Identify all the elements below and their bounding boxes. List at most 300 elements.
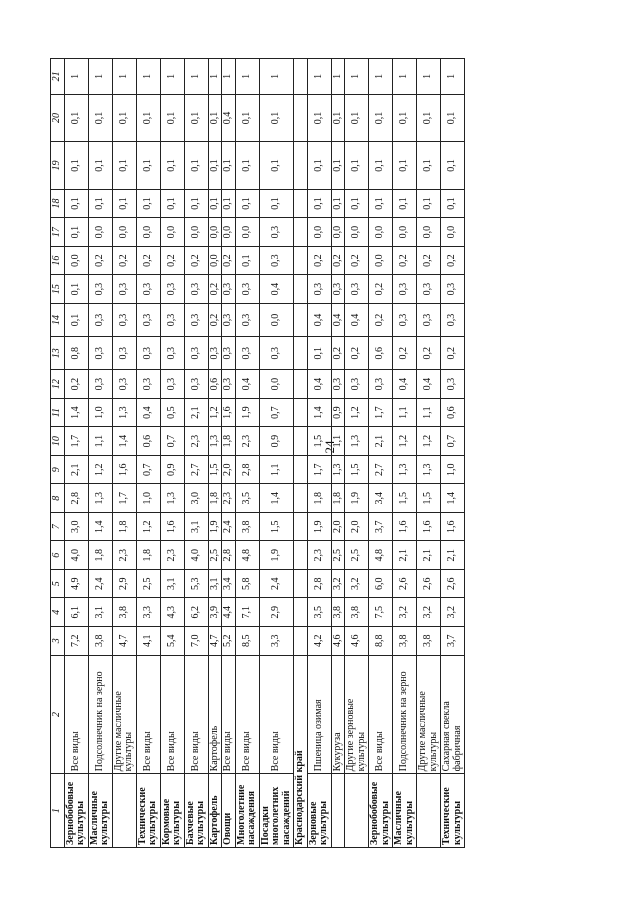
- kind-cell: Другие зерновые культуры: [345, 655, 369, 774]
- value-cell: 0,3: [88, 370, 112, 399]
- value-cell: 0,9: [331, 398, 345, 427]
- crop-cell: Бахчевые культуры: [184, 774, 208, 848]
- value-cell: 0,7: [136, 455, 160, 484]
- crop-cell: Посадки многолетних насаждений: [259, 774, 294, 848]
- value-cell: 0,0: [307, 218, 331, 247]
- value-cell: 0,1: [259, 189, 294, 218]
- value-cell: 1,2: [208, 398, 222, 427]
- kind-cell: Картофель: [208, 655, 222, 774]
- value-cell: 1: [331, 59, 345, 95]
- value-cell: 0,1: [88, 189, 112, 218]
- value-cell: 2,5: [331, 541, 345, 570]
- kind-cell: Пшеница озимая: [307, 655, 331, 774]
- value-cell: 0,0: [136, 218, 160, 247]
- value-cell: 1,4: [259, 484, 294, 513]
- value-cell: 0,6: [136, 427, 160, 456]
- crop-cell: [417, 774, 441, 848]
- value-cell: 0,1: [184, 142, 208, 190]
- value-cell: 1,5: [417, 484, 441, 513]
- value-cell: 0,3: [208, 337, 222, 370]
- value-cell: 4,6: [331, 627, 345, 656]
- value-cell: 1: [259, 59, 294, 95]
- value-cell: 2,4: [88, 569, 112, 598]
- value-cell: 1,9: [259, 541, 294, 570]
- value-cell: 1,2: [393, 427, 417, 456]
- value-cell: 0,6: [441, 398, 465, 427]
- value-cell: 2,0: [222, 455, 236, 484]
- value-cell: 1: [345, 59, 369, 95]
- column-header: 11: [51, 398, 65, 427]
- value-cell: 0,1: [259, 142, 294, 190]
- value-cell: 0,1: [160, 189, 184, 218]
- value-cell: 5,2: [222, 627, 236, 656]
- column-header: 19: [51, 142, 65, 190]
- value-cell: 0,2: [417, 246, 441, 275]
- crop-cell: Зернобобовые культуры: [64, 774, 88, 848]
- value-cell: 0,1: [222, 142, 236, 190]
- value-cell: 0,0: [417, 218, 441, 247]
- value-cell: 0,1: [393, 189, 417, 218]
- value-cell: 0,3: [112, 370, 136, 399]
- value-cell: 0,2: [88, 246, 112, 275]
- value-cell: 0,1: [369, 189, 393, 218]
- value-cell: 0,3: [184, 275, 208, 304]
- value-cell: 0,3: [441, 275, 465, 304]
- value-cell: 0,1: [441, 142, 465, 190]
- crop-cell: Масличные культуры: [393, 774, 417, 848]
- value-cell: 7,1: [235, 598, 259, 627]
- value-cell: 0,1: [64, 303, 88, 336]
- empty-cell: [294, 275, 308, 304]
- value-cell: 0,3: [369, 370, 393, 399]
- empty-cell: [294, 246, 308, 275]
- value-cell: 0,1: [393, 142, 417, 190]
- value-cell: 0,1: [331, 142, 345, 190]
- value-cell: 1,2: [88, 455, 112, 484]
- value-cell: 0,0: [184, 218, 208, 247]
- value-cell: 1,2: [417, 427, 441, 456]
- value-cell: 1,8: [112, 512, 136, 541]
- value-cell: 2,8: [222, 541, 236, 570]
- value-cell: 0,1: [235, 246, 259, 275]
- value-cell: 0,1: [184, 189, 208, 218]
- value-cell: 4,7: [208, 627, 222, 656]
- value-cell: 3,8: [112, 598, 136, 627]
- value-cell: 1,6: [441, 512, 465, 541]
- table-row: [307, 59, 331, 848]
- value-cell: 0,2: [393, 337, 417, 370]
- empty-cell: [294, 398, 308, 427]
- value-cell: 0,3: [393, 275, 417, 304]
- value-cell: 3,0: [184, 484, 208, 513]
- value-cell: 0,4: [307, 370, 331, 399]
- table-row: [112, 59, 136, 848]
- value-cell: 0,2: [331, 337, 345, 370]
- value-cell: 1,5: [393, 484, 417, 513]
- column-header: 13: [51, 337, 65, 370]
- empty-cell: [294, 569, 308, 598]
- value-cell: 0,8: [64, 337, 88, 370]
- crop-cell: [345, 774, 369, 848]
- value-cell: 1,1: [331, 427, 345, 456]
- value-cell: 0,1: [208, 94, 222, 142]
- value-cell: 1,8: [222, 427, 236, 456]
- column-header: 8: [51, 484, 65, 513]
- value-cell: 1,0: [441, 455, 465, 484]
- kind-cell: Все виды: [259, 655, 294, 774]
- table-row: [184, 59, 208, 848]
- value-cell: 0,4: [417, 370, 441, 399]
- value-cell: 0,1: [331, 94, 345, 142]
- value-cell: 3,5: [307, 598, 331, 627]
- value-cell: 1: [208, 59, 222, 95]
- value-cell: 0,1: [441, 189, 465, 218]
- value-cell: 0,3: [222, 337, 236, 370]
- value-cell: 1,4: [441, 484, 465, 513]
- value-cell: 1,4: [88, 512, 112, 541]
- value-cell: 1: [136, 59, 160, 95]
- value-cell: 0,3: [417, 303, 441, 336]
- empty-cell: [294, 189, 308, 218]
- value-cell: 2,4: [222, 512, 236, 541]
- empty-cell: [294, 598, 308, 627]
- value-cell: 2,1: [417, 541, 441, 570]
- value-cell: 0,0: [441, 218, 465, 247]
- value-cell: 3,1: [184, 512, 208, 541]
- value-cell: 0,5: [160, 398, 184, 427]
- value-cell: 0,7: [160, 427, 184, 456]
- value-cell: 0,2: [345, 246, 369, 275]
- value-cell: 0,7: [259, 398, 294, 427]
- value-cell: 7,2: [64, 627, 88, 656]
- value-cell: 1,0: [88, 398, 112, 427]
- data-table: [50, 58, 465, 848]
- value-cell: 0,0: [369, 246, 393, 275]
- value-cell: 0,3: [160, 303, 184, 336]
- value-cell: 1: [184, 59, 208, 95]
- value-cell: 2,1: [441, 541, 465, 570]
- value-cell: 3,0: [64, 512, 88, 541]
- value-cell: 2,1: [393, 541, 417, 570]
- value-cell: 0,3: [222, 275, 236, 304]
- value-cell: 1,3: [345, 427, 369, 456]
- column-header: 14: [51, 303, 65, 336]
- value-cell: 0,3: [235, 303, 259, 336]
- region-row: [294, 59, 308, 848]
- value-cell: 0,4: [235, 370, 259, 399]
- value-cell: 0,3: [235, 275, 259, 304]
- value-cell: 1,8: [208, 484, 222, 513]
- region-label: Краснодарский край: [294, 655, 308, 847]
- table-row: [88, 59, 112, 848]
- value-cell: 2,5: [208, 541, 222, 570]
- value-cell: 3,5: [235, 484, 259, 513]
- value-cell: 1,7: [112, 484, 136, 513]
- value-cell: 4,3: [160, 598, 184, 627]
- value-cell: 0,0: [235, 218, 259, 247]
- value-cell: 0,0: [345, 218, 369, 247]
- value-cell: 4,4: [222, 598, 236, 627]
- value-cell: 4,6: [345, 627, 369, 656]
- table-row: [259, 59, 294, 848]
- value-cell: 1,4: [112, 427, 136, 456]
- crop-cell: [331, 774, 345, 848]
- value-cell: 1,9: [345, 484, 369, 513]
- value-cell: 0,3: [112, 303, 136, 336]
- value-cell: 0,1: [345, 94, 369, 142]
- value-cell: 1,9: [208, 512, 222, 541]
- column-header: 3: [51, 627, 65, 656]
- value-cell: 0,1: [184, 94, 208, 142]
- crop-cell: Зернобобовые культуры: [369, 774, 393, 848]
- value-cell: 0,0: [160, 218, 184, 247]
- value-cell: 0,1: [307, 142, 331, 190]
- crop-cell: Масличные культуры: [88, 774, 112, 848]
- empty-cell: [294, 512, 308, 541]
- empty-cell: [294, 627, 308, 656]
- value-cell: 0,1: [441, 94, 465, 142]
- table-row: [235, 59, 259, 848]
- value-cell: 6,1: [64, 598, 88, 627]
- column-header: 10: [51, 427, 65, 456]
- value-cell: 0,2: [136, 246, 160, 275]
- value-cell: 0,2: [441, 246, 465, 275]
- value-cell: 1,2: [345, 398, 369, 427]
- value-cell: 3,8: [331, 598, 345, 627]
- value-cell: 0,4: [331, 303, 345, 336]
- crop-cell: Технические культуры: [136, 774, 160, 848]
- value-cell: 1,4: [307, 398, 331, 427]
- value-cell: 3,9: [208, 598, 222, 627]
- value-cell: 0,2: [208, 275, 222, 304]
- crop-cell: Зерновые культуры: [307, 774, 331, 848]
- value-cell: 0,3: [331, 370, 345, 399]
- value-cell: 0,1: [393, 94, 417, 142]
- value-cell: 0,0: [259, 370, 294, 399]
- value-cell: 4,1: [136, 627, 160, 656]
- value-cell: 2,7: [184, 455, 208, 484]
- value-cell: 1,8: [88, 541, 112, 570]
- value-cell: 0,0: [208, 218, 222, 247]
- kind-cell: Все виды: [136, 655, 160, 774]
- value-cell: 0,2: [184, 246, 208, 275]
- value-cell: 1,3: [393, 455, 417, 484]
- value-cell: 0,0: [393, 218, 417, 247]
- value-cell: 4,8: [235, 541, 259, 570]
- value-cell: 2,5: [136, 569, 160, 598]
- value-cell: 0,3: [222, 370, 236, 399]
- empty-cell: [294, 427, 308, 456]
- value-cell: 0,1: [417, 189, 441, 218]
- table-row: [417, 59, 441, 848]
- value-cell: 0,1: [88, 142, 112, 190]
- value-cell: 0,1: [160, 94, 184, 142]
- value-cell: 5,4: [160, 627, 184, 656]
- value-cell: 1,7: [307, 455, 331, 484]
- value-cell: 1,3: [160, 484, 184, 513]
- value-cell: 0,1: [307, 337, 331, 370]
- value-cell: 2,8: [307, 569, 331, 598]
- rotated-table-container: [50, 58, 590, 848]
- value-cell: 1,2: [136, 512, 160, 541]
- column-header: 21: [51, 59, 65, 95]
- value-cell: 0,1: [112, 142, 136, 190]
- value-cell: 0,3: [88, 275, 112, 304]
- value-cell: 2,1: [184, 398, 208, 427]
- table-row: [345, 59, 369, 848]
- value-cell: 2,8: [64, 484, 88, 513]
- value-cell: 2,6: [393, 569, 417, 598]
- value-cell: 1,1: [417, 398, 441, 427]
- empty-cell: [294, 337, 308, 370]
- value-cell: 2,3: [222, 484, 236, 513]
- empty-cell: [294, 455, 308, 484]
- value-cell: 0,2: [417, 337, 441, 370]
- value-cell: 1,3: [208, 427, 222, 456]
- value-cell: 0,1: [345, 189, 369, 218]
- value-cell: 1,5: [307, 427, 331, 456]
- column-header: 2: [51, 655, 65, 774]
- value-cell: 3,7: [369, 512, 393, 541]
- value-cell: 3,4: [222, 569, 236, 598]
- value-cell: 0,1: [64, 218, 88, 247]
- kind-cell: Подсолнечник на зерно: [393, 655, 417, 774]
- value-cell: 1,1: [88, 427, 112, 456]
- value-cell: 7,0: [184, 627, 208, 656]
- page-number: 24: [322, 440, 337, 454]
- value-cell: 4,0: [64, 541, 88, 570]
- value-cell: 2,1: [369, 427, 393, 456]
- value-cell: 1,7: [64, 427, 88, 456]
- crop-cell: Кормовые культуры: [160, 774, 184, 848]
- value-cell: 2,6: [441, 569, 465, 598]
- value-cell: 1,8: [307, 484, 331, 513]
- column-header: 7: [51, 512, 65, 541]
- table-row: [331, 59, 345, 848]
- value-cell: 0,0: [112, 218, 136, 247]
- value-cell: 1,6: [222, 398, 236, 427]
- value-cell: 1,9: [307, 512, 331, 541]
- value-cell: 2,3: [112, 541, 136, 570]
- value-cell: 0,1: [136, 94, 160, 142]
- value-cell: 1,3: [331, 455, 345, 484]
- crop-cell: Овощи: [222, 774, 236, 848]
- value-cell: 0,1: [235, 189, 259, 218]
- value-cell: 0,1: [369, 94, 393, 142]
- value-cell: 0,1: [64, 275, 88, 304]
- value-cell: 0,3: [441, 303, 465, 336]
- value-cell: 2,8: [235, 455, 259, 484]
- value-cell: 1,1: [393, 398, 417, 427]
- column-header: 6: [51, 541, 65, 570]
- value-cell: 0,3: [160, 275, 184, 304]
- value-cell: 0,1: [136, 189, 160, 218]
- column-header: 5: [51, 569, 65, 598]
- value-cell: 1,7: [369, 398, 393, 427]
- value-cell: 0,2: [64, 370, 88, 399]
- value-cell: 2,3: [307, 541, 331, 570]
- value-cell: 0,3: [235, 337, 259, 370]
- value-cell: 1,5: [259, 512, 294, 541]
- value-cell: 0,1: [112, 94, 136, 142]
- value-cell: 0,4: [345, 303, 369, 336]
- value-cell: 0,1: [235, 142, 259, 190]
- value-cell: 3,8: [393, 627, 417, 656]
- value-cell: 0,1: [331, 189, 345, 218]
- empty-cell: [294, 142, 308, 190]
- value-cell: 3,7: [441, 627, 465, 656]
- value-cell: 2,0: [345, 512, 369, 541]
- value-cell: 3,8: [417, 627, 441, 656]
- value-cell: 1: [307, 59, 331, 95]
- column-header: 1: [51, 774, 65, 848]
- value-cell: 1,3: [112, 398, 136, 427]
- value-cell: 0,3: [345, 275, 369, 304]
- value-cell: 0,2: [393, 246, 417, 275]
- empty-cell: [294, 541, 308, 570]
- value-cell: 0,3: [136, 370, 160, 399]
- value-cell: 0,2: [222, 246, 236, 275]
- value-cell: 0,7: [441, 427, 465, 456]
- value-cell: 0,9: [160, 455, 184, 484]
- value-cell: 1,6: [160, 512, 184, 541]
- value-cell: 0,3: [112, 337, 136, 370]
- kind-cell: Все виды: [222, 655, 236, 774]
- column-header: 12: [51, 370, 65, 399]
- value-cell: 0,4: [222, 94, 236, 142]
- table-row: [160, 59, 184, 848]
- value-cell: 4,2: [307, 627, 331, 656]
- value-cell: 0,1: [136, 142, 160, 190]
- value-cell: 0,3: [417, 275, 441, 304]
- value-cell: 3,1: [88, 598, 112, 627]
- value-cell: 1,5: [345, 455, 369, 484]
- value-cell: 0,1: [208, 142, 222, 190]
- value-cell: 0,1: [259, 94, 294, 142]
- value-cell: 0,4: [136, 398, 160, 427]
- value-cell: 0,2: [160, 246, 184, 275]
- value-cell: 8,8: [369, 627, 393, 656]
- crop-cell: Картофель: [208, 774, 222, 848]
- value-cell: 3,2: [393, 598, 417, 627]
- value-cell: 1,0: [136, 484, 160, 513]
- value-cell: 1: [235, 59, 259, 95]
- value-cell: 7,5: [369, 598, 393, 627]
- value-cell: 0,1: [64, 94, 88, 142]
- value-cell: 0,2: [331, 246, 345, 275]
- value-cell: 1,6: [393, 512, 417, 541]
- crop-cell: [112, 774, 136, 848]
- value-cell: 0,1: [208, 189, 222, 218]
- column-header: 9: [51, 455, 65, 484]
- empty-cell: [294, 484, 308, 513]
- empty-cell: [294, 303, 308, 336]
- value-cell: 0,3: [160, 370, 184, 399]
- value-cell: 1,3: [417, 455, 441, 484]
- value-cell: 0,1: [64, 142, 88, 190]
- value-cell: 0,2: [369, 275, 393, 304]
- value-cell: 3,8: [88, 627, 112, 656]
- value-cell: 0,3: [259, 218, 294, 247]
- value-cell: 0,0: [331, 218, 345, 247]
- value-cell: 2,6: [417, 569, 441, 598]
- value-cell: 3,3: [136, 598, 160, 627]
- value-cell: 0,3: [393, 303, 417, 336]
- value-cell: 0,3: [88, 337, 112, 370]
- value-cell: 2,9: [112, 569, 136, 598]
- value-cell: 0,0: [88, 218, 112, 247]
- value-cell: 1,8: [331, 484, 345, 513]
